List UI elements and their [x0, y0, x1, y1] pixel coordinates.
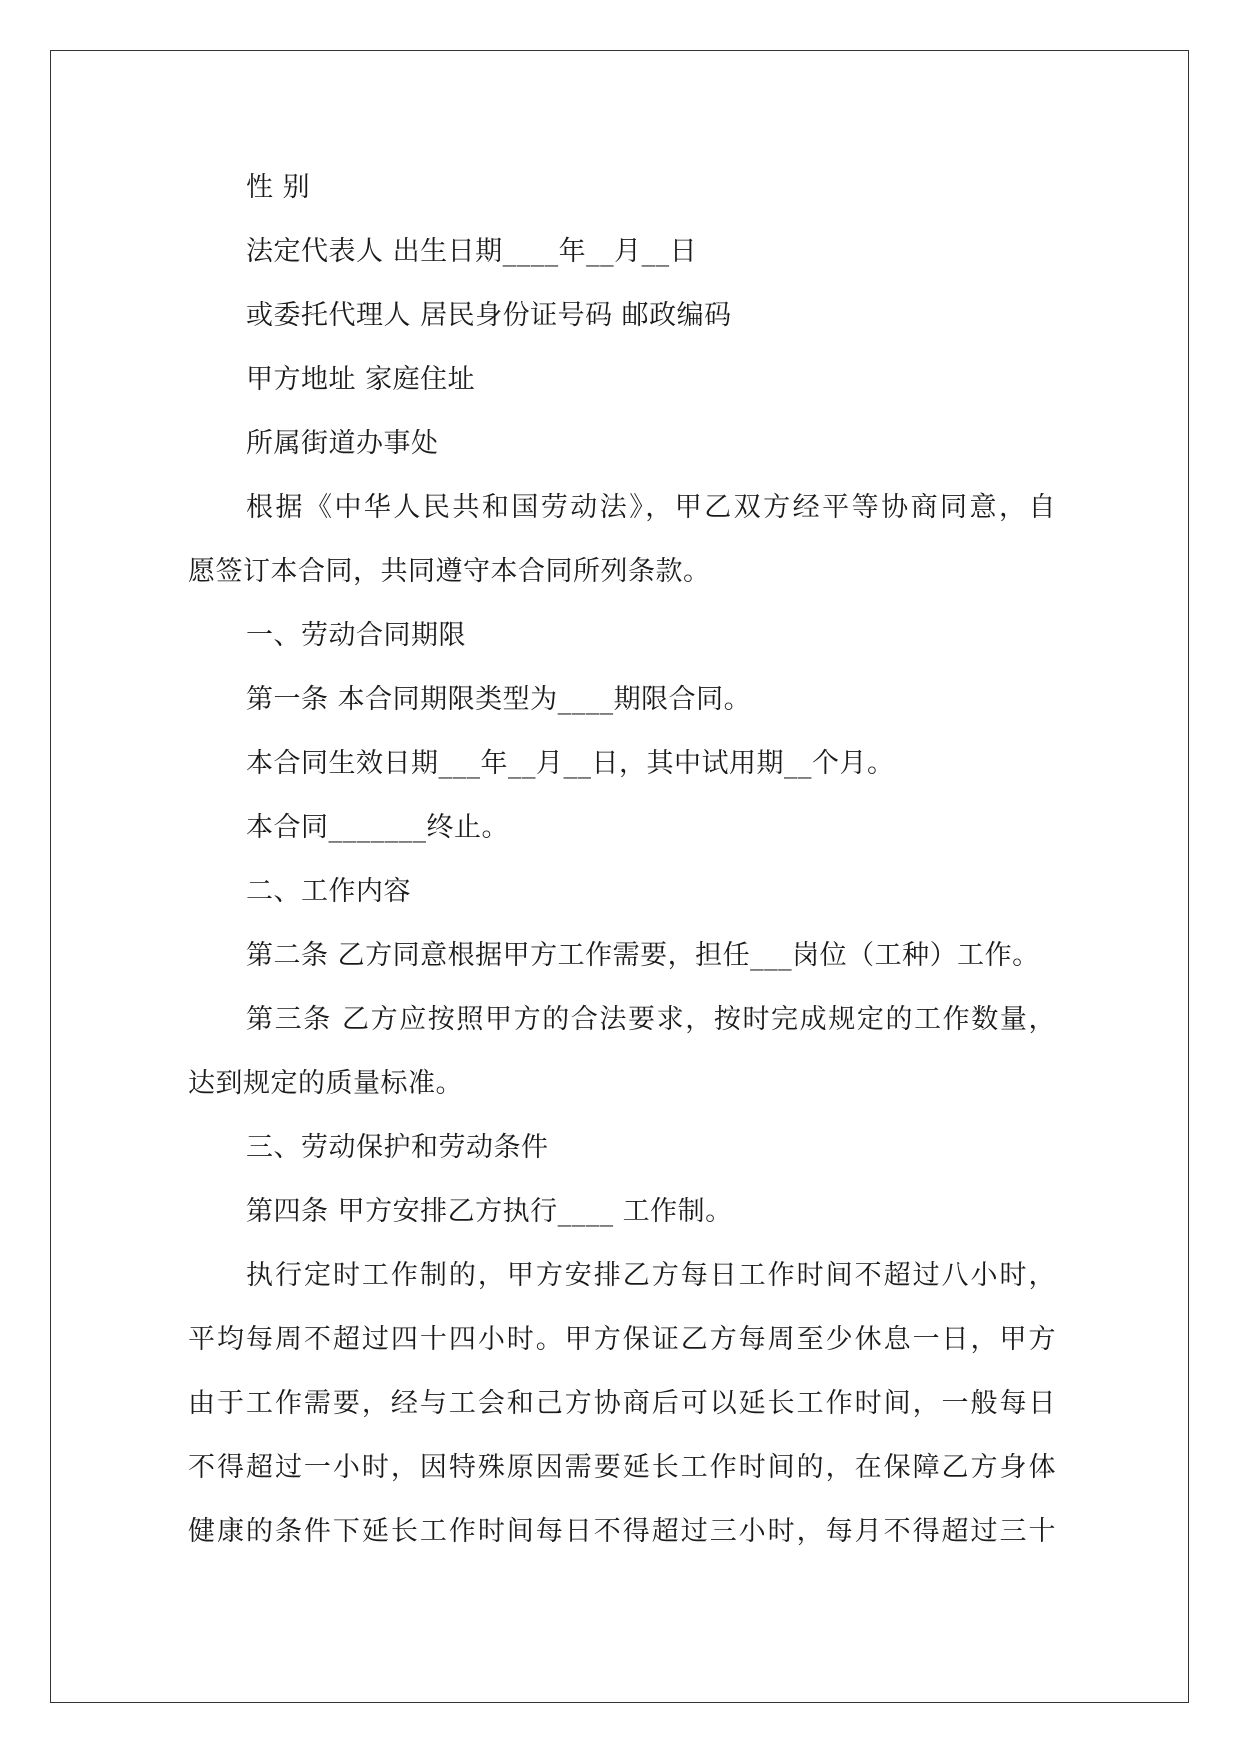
hours-paragraph-line-2: 平均每周不超过四十四小时。甲方保证乙方每周至少休息一日，甲方	[188, 1324, 1056, 1355]
line-effective-date: 本合同生效日期___年__月__日，其中试用期__个月。	[246, 748, 895, 779]
line-gender: 性 别	[246, 172, 311, 203]
article-1: 第一条 本合同期限类型为____期限合同。	[246, 684, 752, 715]
document-body	[188, 156, 1056, 1564]
hours-paragraph-line-3: 由于工作需要，经与工会和己方协商后可以延长工作时间，一般每日	[188, 1388, 1056, 1419]
line-agent: 或委托代理人 居民身份证号码 邮政编码	[246, 300, 732, 331]
line-preamble-1: 根据《中华人民共和国劳动法》，甲乙双方经平等协商同意，自	[246, 492, 1056, 523]
line-address: 甲方地址 家庭住址	[246, 364, 476, 395]
line-subdistrict: 所属街道办事处	[246, 428, 439, 459]
hours-paragraph-line-4: 不得超过一小时，因特殊原因需要延长工作时间的，在保障乙方身体	[188, 1452, 1056, 1483]
line-termination: 本合同_______终止。	[246, 812, 509, 843]
article-2: 第二条 乙方同意根据甲方工作需要，担任___岗位（工种）工作。	[246, 940, 1040, 971]
hours-paragraph-line-1: 执行定时工作制的，甲方安排乙方每日工作时间不超过八小时，	[246, 1260, 1056, 1291]
section-heading-2: 二、工作内容	[246, 876, 411, 907]
section-heading-3: 三、劳动保护和劳动条件	[246, 1132, 549, 1163]
article-3-line-1: 第三条 乙方应按照甲方的合法要求，按时完成规定的工作数量，	[246, 1004, 1056, 1035]
line-legal-rep: 法定代表人 出生日期____年__月__日	[246, 236, 698, 267]
line-preamble-2: 愿签订本合同，共同遵守本合同所列条款。	[188, 556, 711, 587]
article-3-line-2: 达到规定的质量标准。	[188, 1068, 463, 1099]
hours-paragraph-line-5: 健康的条件下延长工作时间每日不得超过三小时，每月不得超过三十	[188, 1516, 1056, 1547]
article-4: 第四条 甲方安排乙方执行____ 工作制。	[246, 1196, 733, 1227]
section-heading-1: 一、劳动合同期限	[246, 620, 466, 651]
